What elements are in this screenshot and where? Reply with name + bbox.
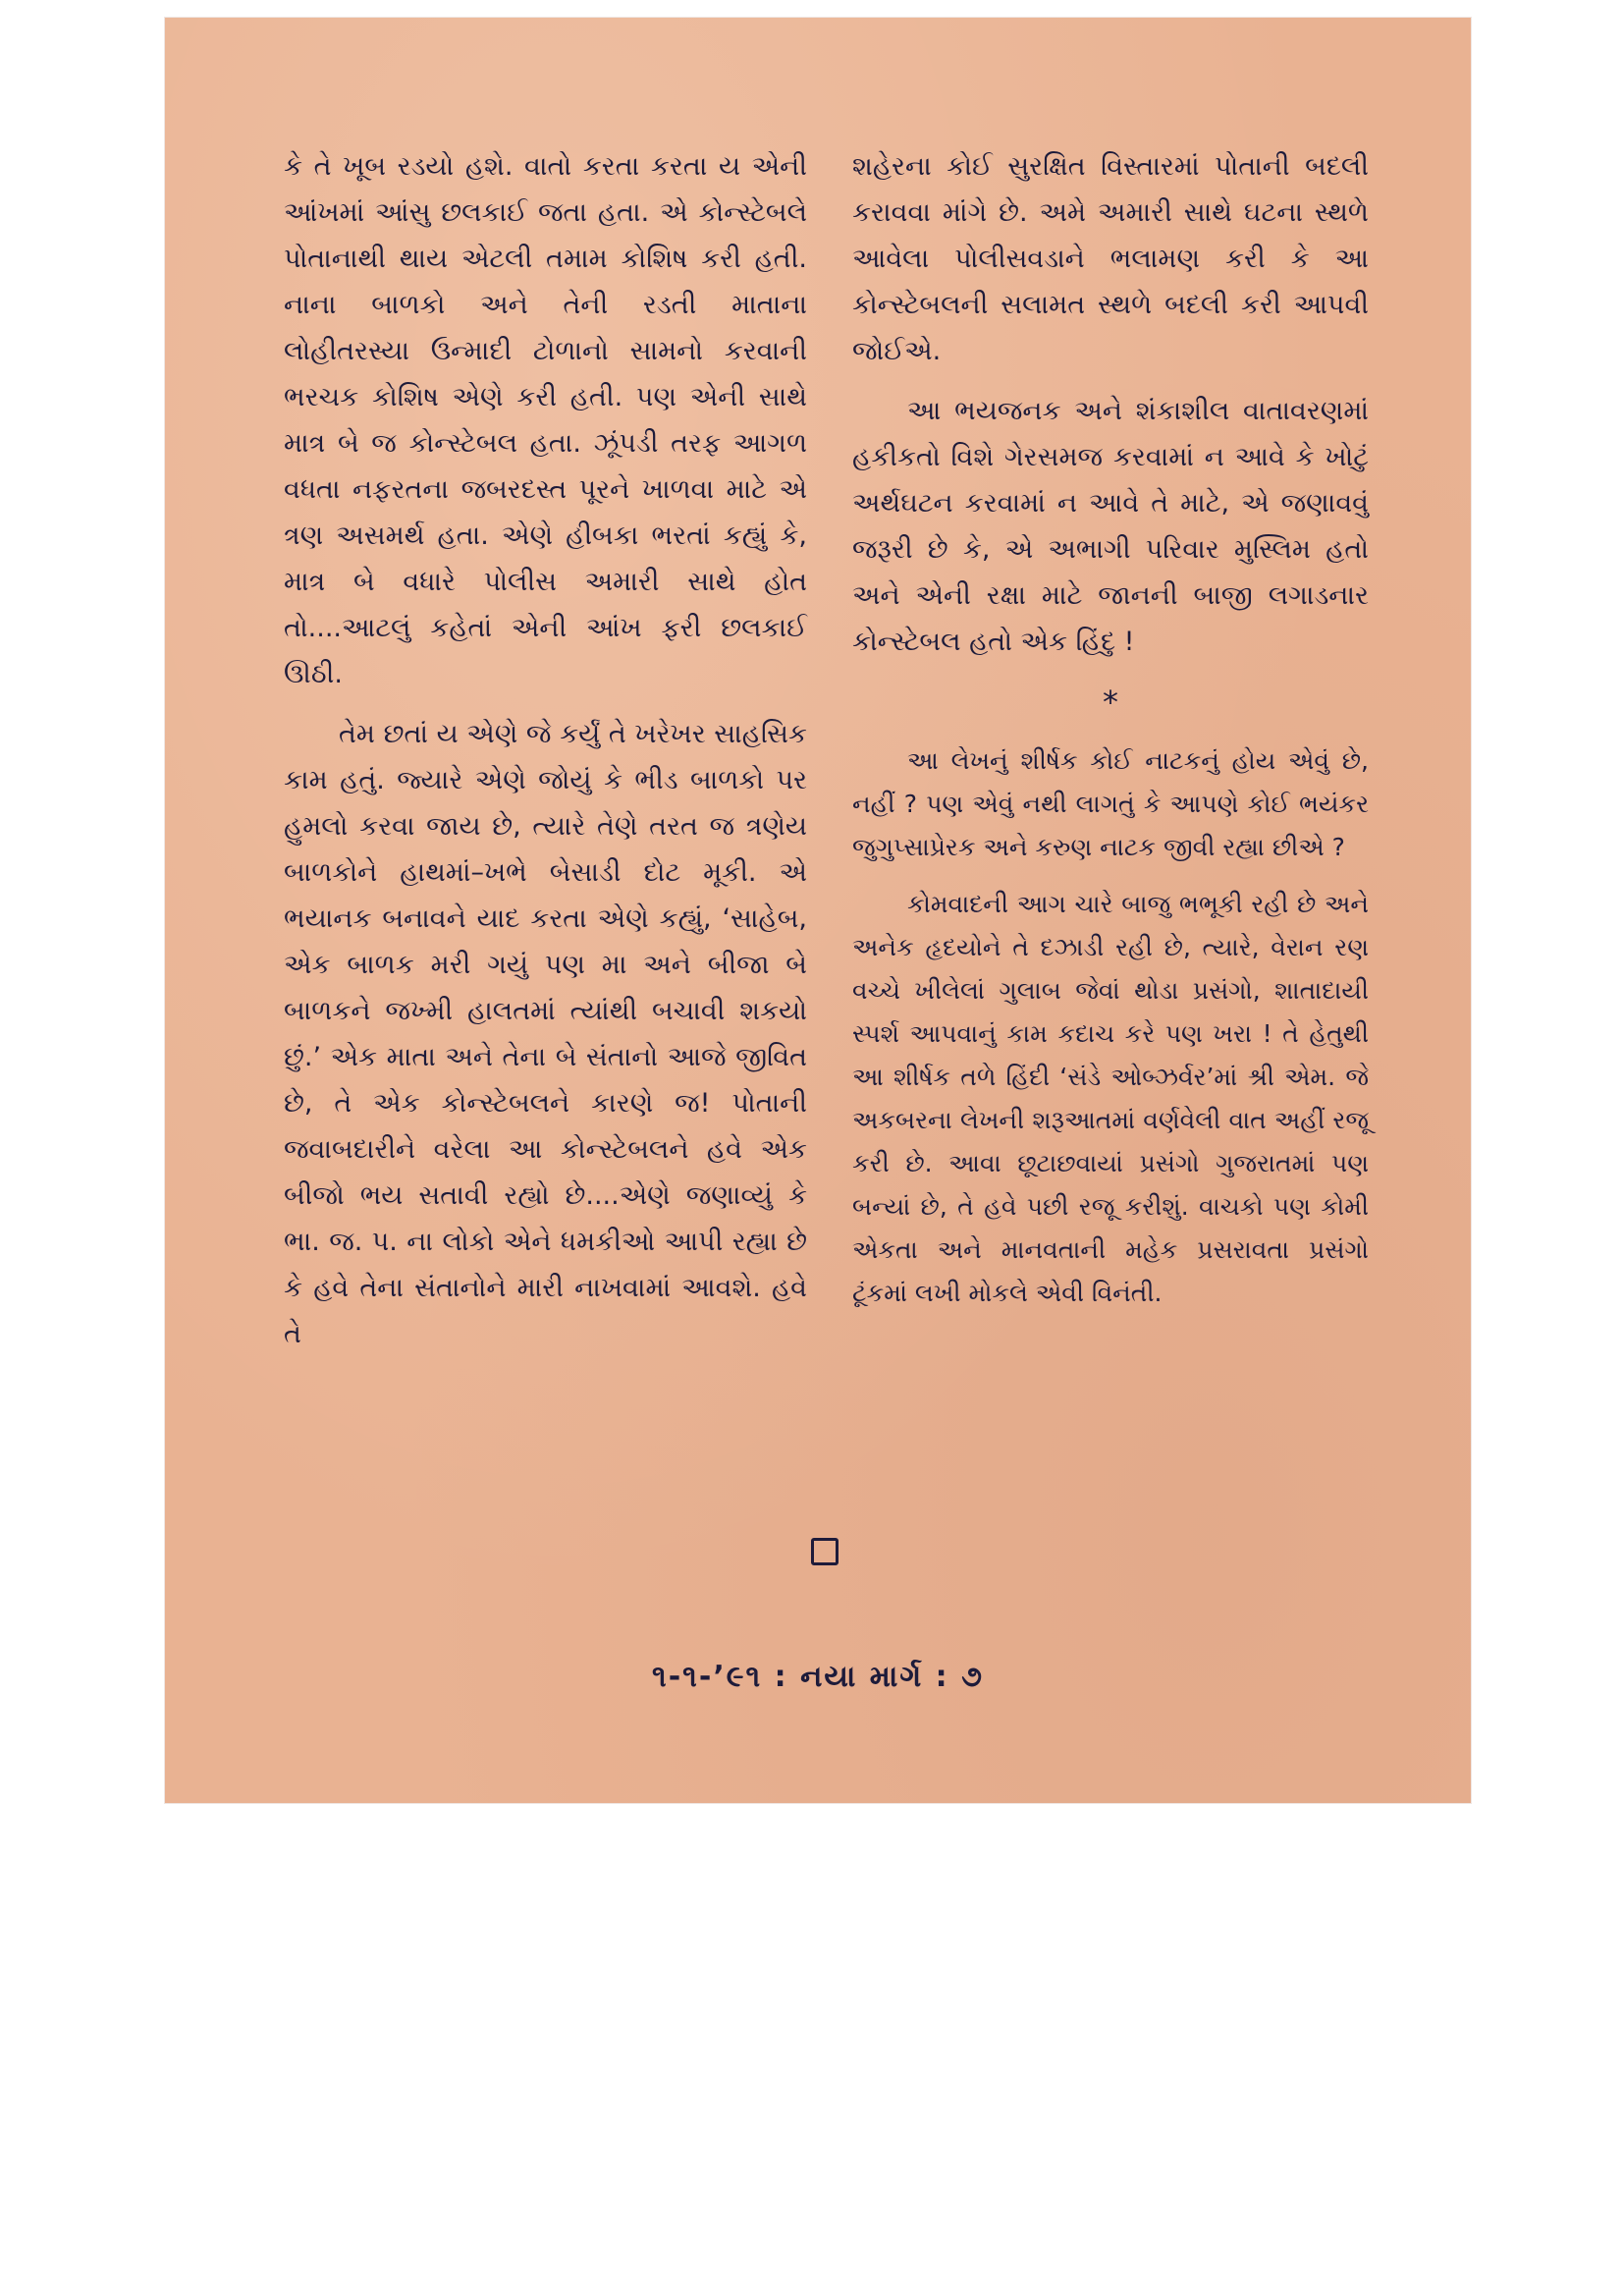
end-of-article-mark xyxy=(811,1538,839,1565)
article-paragraph: કે તે ખૂબ રડયો હશે. વાતો કરતા કરતા ય એની આંખમાં આંસુ છલકાઈ જતા હતા. એ કોન્સ્ટેબલે પોતાનાથી થાય એટલી તમામ કોશિષ કરી હતી. નાના બાળકો અને તેની રડતી માતાના લોહીતરસ્યા ઉન્માદી ટોળાનો સામનો કરવાની ભરચક કોશિષ એણે કરી હતી. પણ એની સાથે માત્ર બે જ કોન્સ્ટેબલ હતા. ઝૂંપડી તરફ આગળ વધતા નફરતના જબરદસ્ત પૂરને ખાળવા માટે એ ત્રણ અસમર્થ હતા. એણે હીબકા ભરતાં કહ્યું કે, માત્ર બે વધારે પોલીસ અમારી સાથે હોત તો....આટલું કહેતાં એની આંખ ફરી છલકાઈ ઊઠી. xyxy=(284,151,807,689)
left-column xyxy=(284,143,807,1371)
page-footer: ૧-૧-’૯૧ : નયા માર્ગ : ૭ xyxy=(652,1660,984,1694)
article-paragraph: તેમ છતાં ય એણે જે કર્યું તે ખરેખર સાહસિક કામ હતું. જ્યારે એણે જોયું કે ભીડ બાળકો પર હુમલો કરવા જાય છે, ત્યારે તેણે તરત જ ત્રણેય બાળકોને હાથમાં–ખભે બેસાડી દોટ મૂકી. એ ભયાનક બનાવને યાદ કરતા એણે કહ્યું, ‘સાહેબ, એક બાળક મરી ગયું પણ મા અને બીજા બે બાળકને જખ્મી હાલતમાં ત્યાંથી બચાવી શકયો છું.’ એક માતા અને તેના બે સંતાનો આજે જીવિત છે, તે એક કોન્સ્ટેબલને કારણે જ! પોતાની જવાબદારીને વરેલા આ કોન્સ્ટેબલને હવે એક બીજો ભય સતાવી રહ્યો છે....એણે જણાવ્યું કે ભા. જ. પ. ના લોકો એને ધમકીઓ આપી રહ્યા છે કે હવે તેના સંતાનોને મારી નાખવામાં આવશે. હવે તે xyxy=(284,719,807,1349)
editorial-note: આ લેખનું શીર્ષક કોઈ નાટકનું હોય એવું છે, નહીં ? પણ એવું નથી લાગતું કે આપણે કોઈ ભયંકર જુગુપ્સાપ્રેરક અને કરુણ નાટક જીવી રહ્યા છીએ ? xyxy=(852,746,1369,861)
article-paragraph: આ ભયજનક અને શંકાશીલ વાતાવરણમાં હકીકતો વિશે ગેરસમજ કરવામાં ન આવે કે ખોટું અર્થઘટન કરવામાં ન આવે તે માટે, એ જણાવવું જરૂરી છે કે, એ અભાગી પરિવાર મુસ્લિમ હતો અને એની રક્ષા માટે જાનની બાજી લગાડનાર કોન્સ્ટેબલ હતો એક હિંદુ ! xyxy=(852,396,1369,657)
editorial-note: કોમવાદની આગ ચારે બાજુ ભભૂકી રહી છે અને અનેક હૃદયોને તે દઝાડી રહી છે, ત્યારે, વેરાન રણ વચ્ચે ખીલેલાં ગુલાબ જેવાં થોડા પ્રસંગો, શાતાદાયી સ્પર્શ આપવાનું કામ કદાચ કરે પણ ખરા ! તે હેતુથી આ શીર્ષક તળે હિંદી ‘સંડે ઓબ્ઝર્વર’માં શ્રી એમ. જે અકબરના લેખની શરૂઆતમાં વર્ણવેલી વાત અહીં રજૂ કરી છે. આવા છૂટાછવાયાં પ્રસંગો ગુજરાતમાં પણ બન્યાં છે, તે હવે પછી રજૂ કરીશું. વાચકો પણ કોમી એકતા અને માનવતાની મહેક પ્રસરાવતા પ્રસંગો ટૂંકમાં લખી મોકલે એવી વિનંતી. xyxy=(852,890,1369,1307)
right-column xyxy=(852,143,1369,1329)
magazine-page xyxy=(165,18,1471,1803)
article-paragraph: શહેરના કોઈ સુરક્ષિત વિસ્તારમાં પોતાની બદલી કરાવવા માંગે છે. અમે અમારી સાથે ઘટના સ્થળે આવેલા પોલીસવડાને ભલામણ કરી કે આ કોન્સ્ટેબલની સલામત સ્થળે બદલી કરી આપવી જોઈએ. xyxy=(852,151,1369,366)
section-separator: * xyxy=(1103,683,1118,721)
